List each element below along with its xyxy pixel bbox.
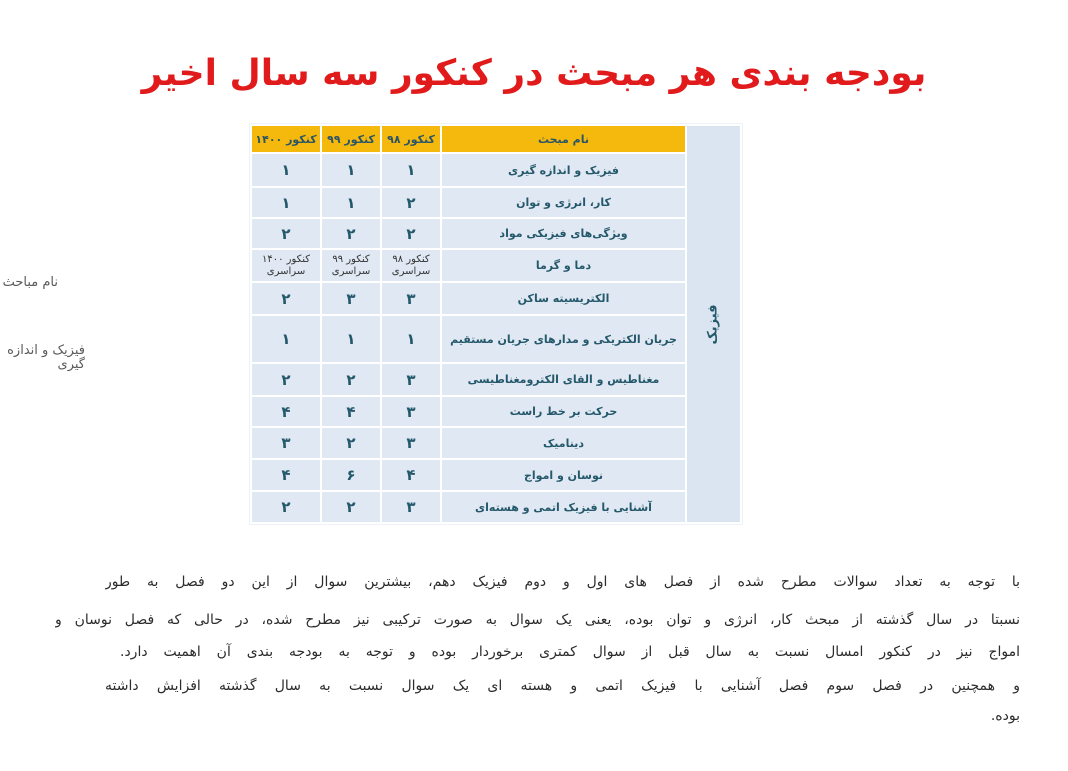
header-konkur-99: کنکور ۹۹ bbox=[321, 125, 381, 153]
konkur-99-cell: کنکور ۹۹ سراسری bbox=[321, 249, 381, 282]
table-row bbox=[251, 187, 741, 218]
topic-cell: ویژگی‌های فیزیکی مواد bbox=[441, 218, 686, 249]
konkur-99-cell: ۶ bbox=[321, 459, 381, 491]
table-row bbox=[251, 153, 741, 187]
topic-cell: فیزیک و اندازه گیری bbox=[441, 153, 686, 187]
konkur-1400-cell: ۲ bbox=[251, 363, 321, 396]
konkur-1400-cell: ۲ bbox=[251, 218, 321, 249]
paragraph-line: نسبتا در سال گذشته از مبحث کار، انرژی و توان بوده، یعنی یک سوال به صورت ترکیبی نیز مطرح شده، در حالی که فصل نوسان و bbox=[55, 612, 1020, 628]
table-body bbox=[251, 125, 741, 523]
table-row bbox=[251, 491, 741, 523]
konkur-99-cell: ۲ bbox=[321, 363, 381, 396]
konkur-98-cell: ۲ bbox=[381, 187, 441, 218]
konkur-99-cell: ۱ bbox=[321, 153, 381, 187]
konkur-1400-cell: ۱ bbox=[251, 153, 321, 187]
topic-cell: آشنایی با فیزیک اتمی و هسته‌ای bbox=[441, 491, 686, 523]
konkur-98-cell: ۳ bbox=[381, 363, 441, 396]
table-row bbox=[251, 459, 741, 491]
table-row bbox=[251, 282, 741, 315]
konkur-1400-cell: ۲ bbox=[251, 282, 321, 315]
topic-cell: دما و گرما bbox=[441, 249, 686, 282]
topic-cell: دینامیک bbox=[441, 427, 686, 459]
topic-cell: نوسان و امواج bbox=[441, 459, 686, 491]
konkur-98-cell: ۲ bbox=[381, 218, 441, 249]
table-row bbox=[251, 363, 741, 396]
table-row bbox=[251, 396, 741, 427]
konkur-99-cell: ۲ bbox=[321, 427, 381, 459]
konkur-99-cell: ۱ bbox=[321, 187, 381, 218]
header-topic: نام مبحث bbox=[441, 125, 686, 153]
konkur-99-cell: ۱ bbox=[321, 315, 381, 363]
konkur-99-cell: ۴ bbox=[321, 396, 381, 427]
page-title: بودجه بندی هر مبحث در کنکور سه سال اخیر bbox=[141, 53, 927, 94]
paragraph-line: امواج نیز در کنکور امسال نسبت به سال قبل از سوال کمتری برخوردار بوده و توجه به بودجه بندی آن اهمیت دارد. bbox=[120, 644, 1020, 660]
konkur-98-cell: ۳ bbox=[381, 491, 441, 523]
budget-table bbox=[250, 124, 742, 524]
konkur-98-cell: ۳ bbox=[381, 282, 441, 315]
table-header-row bbox=[251, 125, 741, 153]
table-row bbox=[251, 249, 741, 282]
paragraph-line: با توجه به تعداد سوالات مطرح شده از فصل های اول و دوم فیزیک دهم، بیشترین سوال از این دو فصل به طور bbox=[105, 574, 1020, 590]
konkur-98-cell: کنکور ۹۸ سراسری bbox=[381, 249, 441, 282]
subject-cell bbox=[686, 125, 741, 523]
konkur-1400-cell: ۳ bbox=[251, 427, 321, 459]
topic-cell: مغناطیس و القای الکترومغناطیسی bbox=[441, 363, 686, 396]
konkur-98-cell: ۴ bbox=[381, 459, 441, 491]
table-row bbox=[251, 218, 741, 249]
konkur-98-cell: ۱ bbox=[381, 315, 441, 363]
konkur-98-cell: ۱ bbox=[381, 153, 441, 187]
konkur-99-cell: ۲ bbox=[321, 218, 381, 249]
topic-cell: جریان الکتریکی و مدارهای جریان مستقیم bbox=[441, 315, 686, 363]
stray-topic-header-label: نام مباحث bbox=[2, 275, 58, 290]
konkur-1400-cell: ۱ bbox=[251, 187, 321, 218]
konkur-1400-cell: ۴ bbox=[251, 396, 321, 427]
header-konkur-1400: کنکور ۱۴۰۰ bbox=[251, 125, 321, 153]
header-konkur-98: کنکور ۹۸ bbox=[381, 125, 441, 153]
konkur-98-cell: ۳ bbox=[381, 427, 441, 459]
konkur-1400-cell: ۱ bbox=[251, 315, 321, 363]
konkur-1400-cell: کنکور ۱۴۰۰ سراسری bbox=[251, 249, 321, 282]
table-row bbox=[251, 315, 741, 363]
topic-cell: کار، انرژی و توان bbox=[441, 187, 686, 218]
konkur-98-cell: ۳ bbox=[381, 396, 441, 427]
budget-table-panel bbox=[249, 123, 743, 525]
table-row bbox=[251, 427, 741, 459]
stray-first-topic-label: فیزیک و اندازه گیری bbox=[7, 343, 85, 372]
paragraph-line: بوده. bbox=[990, 708, 1020, 724]
konkur-1400-cell: ۲ bbox=[251, 491, 321, 523]
konkur-99-cell: ۳ bbox=[321, 282, 381, 315]
konkur-99-cell: ۲ bbox=[321, 491, 381, 523]
paragraph-line: و همچنین در فصل سوم فصل آشنایی با فیزیک اتمی و هسته ای یک سوال نسبت به سال گذشته افزایش داشته bbox=[105, 678, 1020, 694]
subject-label: فیزیک bbox=[705, 303, 721, 345]
konkur-1400-cell: ۴ bbox=[251, 459, 321, 491]
topic-cell: الکتریسیته ساکن bbox=[441, 282, 686, 315]
topic-cell: حرکت بر خط راست bbox=[441, 396, 686, 427]
